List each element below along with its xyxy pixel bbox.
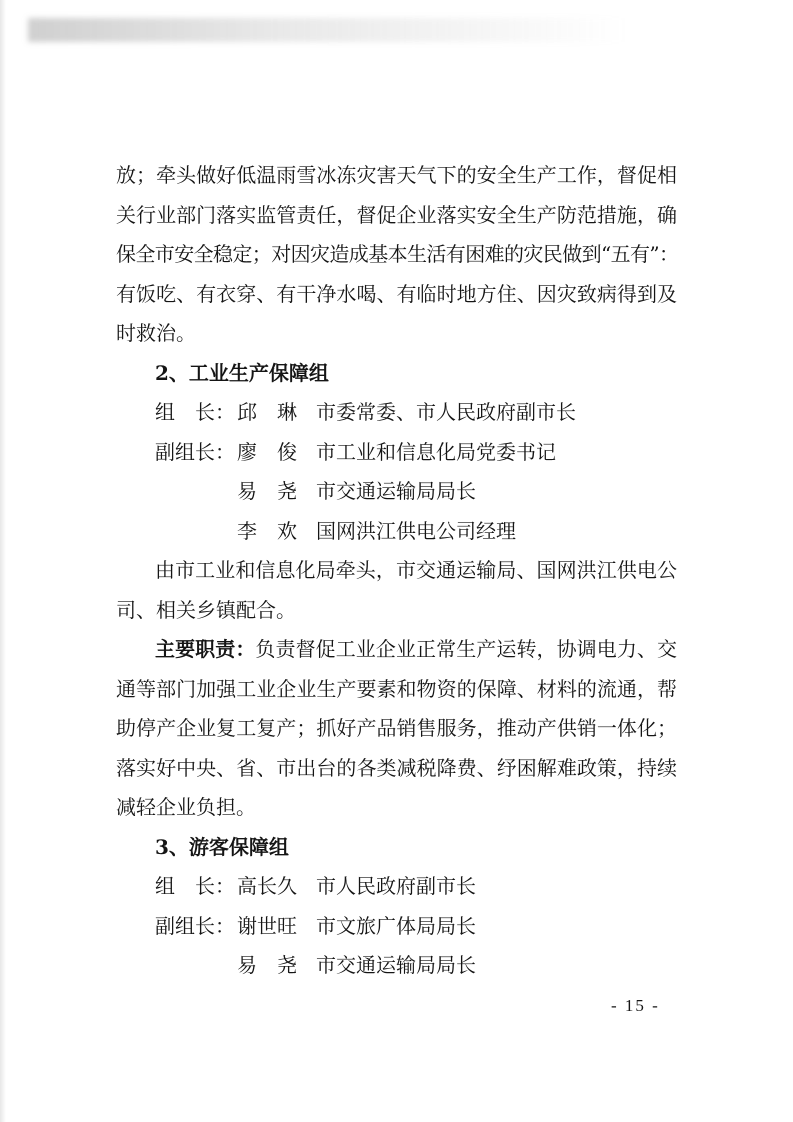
member-name: 邱 琳: [237, 400, 297, 424]
member-title: 市委常委、市人民政府副市长: [316, 400, 576, 424]
scan-shadow: [28, 18, 628, 42]
member-name: 易 尧: [237, 479, 297, 503]
member-name: 谢世旺: [237, 913, 297, 938]
intro-line-4: 有饭吃、有衣穿、有干净水喝、有临时地方住、因灾致病得到及: [116, 281, 677, 306]
section-heading-industry: 2、工业生产保障组: [155, 360, 329, 385]
intro-line-3: 保全市安全稳定；对因灾造成基本生活有困难的灾民做到“五有”：: [116, 242, 679, 266]
member-row: [116, 867, 677, 907]
member-role: 副组长：: [155, 913, 235, 938]
member-title: 市交通运输局局长: [316, 953, 476, 977]
lead-line-1: 由市工业和信息化局牵头，市交通运输局、国网洪江供电公: [155, 558, 677, 582]
page-number: - 15 -: [611, 996, 660, 1015]
member-row: [116, 472, 677, 512]
duties-label: 主要职责：: [155, 637, 256, 661]
member-row: [116, 907, 677, 947]
intro-line-5: 时救治。: [116, 321, 196, 345]
member-role: 组 长：: [155, 400, 235, 424]
member-title: 市工业和信息化局党委书记: [316, 439, 556, 464]
document-body: [116, 156, 677, 986]
duties-line-3: 助停产企业复工复产；抓好产品销售服务，推动产供销一体化；: [116, 716, 677, 740]
duties-line-5: 减轻企业负担。: [116, 795, 256, 819]
member-role-spacer: [155, 946, 237, 986]
member-title: 市文旅广体局局长: [316, 913, 476, 938]
member-role: 副组长：: [155, 439, 235, 464]
member-title: 国网洪江供电公司经理: [316, 518, 516, 543]
member-row: [116, 512, 677, 552]
member-title: 市人民政府副市长: [316, 874, 476, 898]
scan-edge-shadow: [0, 0, 6, 1122]
member-name: 廖 俊: [237, 439, 297, 464]
member-name: 高长久: [237, 874, 297, 898]
member-role-spacer: [155, 512, 237, 552]
intro-line-2: 关行业部门落实监管责任，督促企业落实安全生产防范措施，确: [116, 202, 677, 227]
duties-text: 负责督促工业企业正常生产运转，协调电力、交: [255, 637, 678, 661]
member-title: 市交通运输局局长: [316, 479, 476, 503]
intro-line-1: 放；牵头做好低温雨雪冰冻灾害天气下的安全生产工作，督促相: [116, 163, 677, 187]
member-role: 组 长：: [155, 874, 235, 898]
member-name: 李 欢: [237, 518, 297, 543]
member-role-spacer: [155, 472, 237, 512]
duties-line-1: [116, 630, 677, 670]
duties-line-2: 通等部门加强工业企业生产要素和物资的保障、材料的流通，帮: [116, 676, 677, 701]
member-name: 易 尧: [237, 953, 297, 977]
member-row: [116, 946, 677, 986]
member-row: [116, 393, 677, 433]
member-row: [116, 433, 677, 473]
duties-line-4: 落实好中央、省、市出台的各类减税降费、纾困解难政策，持续: [116, 755, 677, 780]
lead-line-2: 司、相关乡镇配合。: [116, 597, 296, 622]
section-heading-tourist: 3、游客保障组: [155, 834, 289, 859]
